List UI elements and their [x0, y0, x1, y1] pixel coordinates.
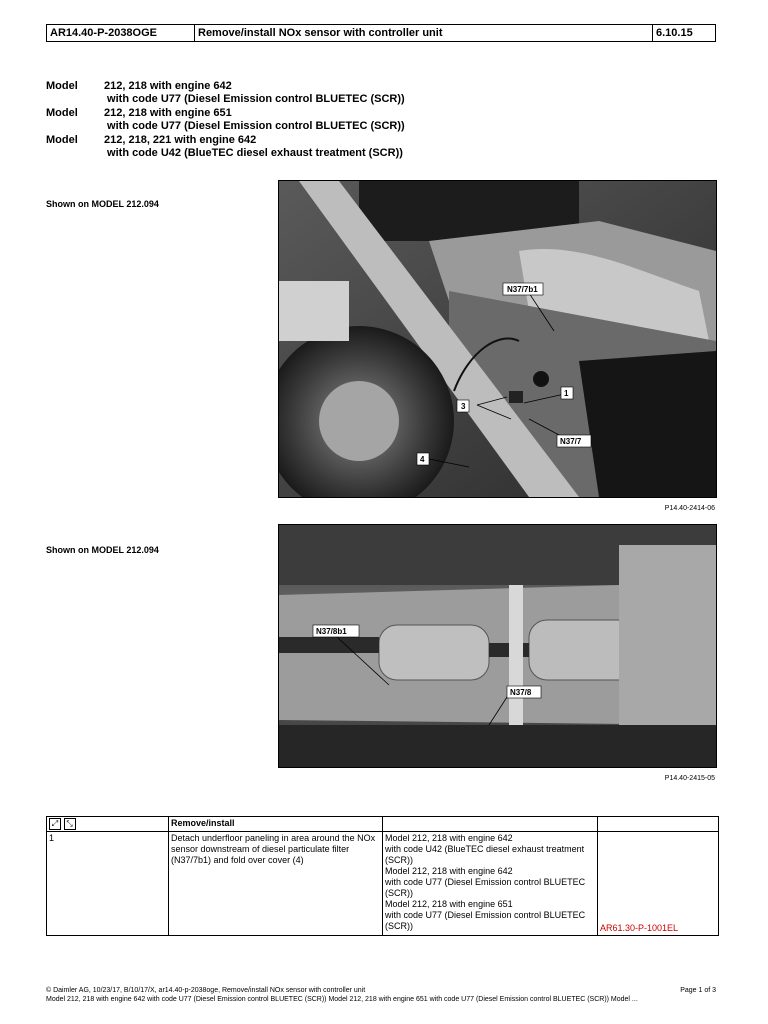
figure-caption: Shown on MODEL 212.094: [46, 545, 159, 555]
expand-icon[interactable]: ⤢: [49, 818, 61, 830]
header-cell-empty: [383, 817, 598, 832]
remove-install-header: Remove/install: [169, 817, 383, 832]
model-label: Model: [46, 107, 78, 119]
step-number: 1: [47, 832, 169, 936]
reference-link[interactable]: AR61.30-P-1001EL: [600, 923, 679, 933]
callout-label: N37/7: [560, 437, 582, 446]
doc-date: 6.10.15: [656, 27, 693, 39]
figure-ref: P14.40-2415-05: [664, 775, 715, 782]
model-line: with code U77 (Diesel Emission control BLUETEC (SCR)): [385, 910, 586, 931]
model-engine: 212, 218 with engine 642: [104, 80, 232, 92]
model-line: with code U77 (Diesel Emission control BLUETEC (SCR)): [385, 877, 586, 898]
header-cell-empty: [598, 817, 719, 832]
figure-ref: P14.40-2414-06: [664, 505, 715, 512]
model-engine: 212, 218 with engine 651: [104, 107, 232, 119]
step-header-cell: [47, 817, 169, 832]
figure-caption: Shown on MODEL 212.094: [46, 199, 159, 209]
model-applicability: [46, 80, 466, 164]
model-line: Model 212, 218 with engine 651: [385, 899, 513, 909]
model-line: Model 212, 218 with engine 642: [385, 833, 513, 843]
remove-install-table: [46, 816, 719, 936]
model-code: with code U77 (Diesel Emission control BLUETEC (SCR)): [104, 120, 405, 132]
callout-label: 1: [564, 389, 569, 398]
table-row: [47, 832, 719, 936]
callout-label: 4: [420, 455, 425, 464]
callout-label: N37/7b1: [507, 285, 538, 294]
step-action: Detach underfloor paneling in area around the NOx sensor downstream of diesel particulate filter (N37/7b1) and fold over cover (4): [169, 832, 383, 936]
step-link-cell: [598, 832, 719, 936]
callout-label: N37/8b1: [316, 627, 347, 636]
model-line: Model 212, 218 with engine 642: [385, 866, 513, 876]
model-label: Model: [46, 80, 78, 92]
footer-copyright: © Daimler AG, 10/23/17, B/10/17/X, ar14.40-p-2038oge, Remove/install NOx sensor with controller unit: [46, 987, 366, 994]
callout-label: 3: [461, 402, 466, 411]
model-label: Model: [46, 134, 78, 146]
model-engine: 212, 218, 221 with engine 642: [104, 134, 257, 146]
model-code: with code U77 (Diesel Emission control BLUETEC (SCR)): [104, 93, 405, 105]
step-models: [383, 832, 598, 936]
doc-id: AR14.40-P-2038OGE: [47, 25, 195, 41]
figure-photo-2: [278, 524, 717, 768]
figure-photo-1: [278, 180, 717, 498]
table-header-row: [47, 817, 719, 832]
callout-label: N37/8: [510, 688, 532, 697]
document-header: [46, 24, 716, 42]
collapse-icon[interactable]: ⤡: [64, 818, 76, 830]
doc-title: Remove/install NOx sensor with controller unit: [195, 25, 653, 41]
model-line: with code U42 (BlueTEC diesel exhaust treatment (SCR)): [385, 844, 585, 865]
page-number: Page 1 of 3: [680, 987, 716, 994]
footer-models: Model 212, 218 with engine 642 with code U77 (Diesel Emission control BLUETEC (SCR)) Model 212, 218 with engine 651 with code U77 (Diesel Emission control BLUETEC (SCR)) Model ...: [46, 996, 638, 1003]
model-code: with code U42 (BlueTEC diesel exhaust treatment (SCR)): [104, 147, 403, 159]
